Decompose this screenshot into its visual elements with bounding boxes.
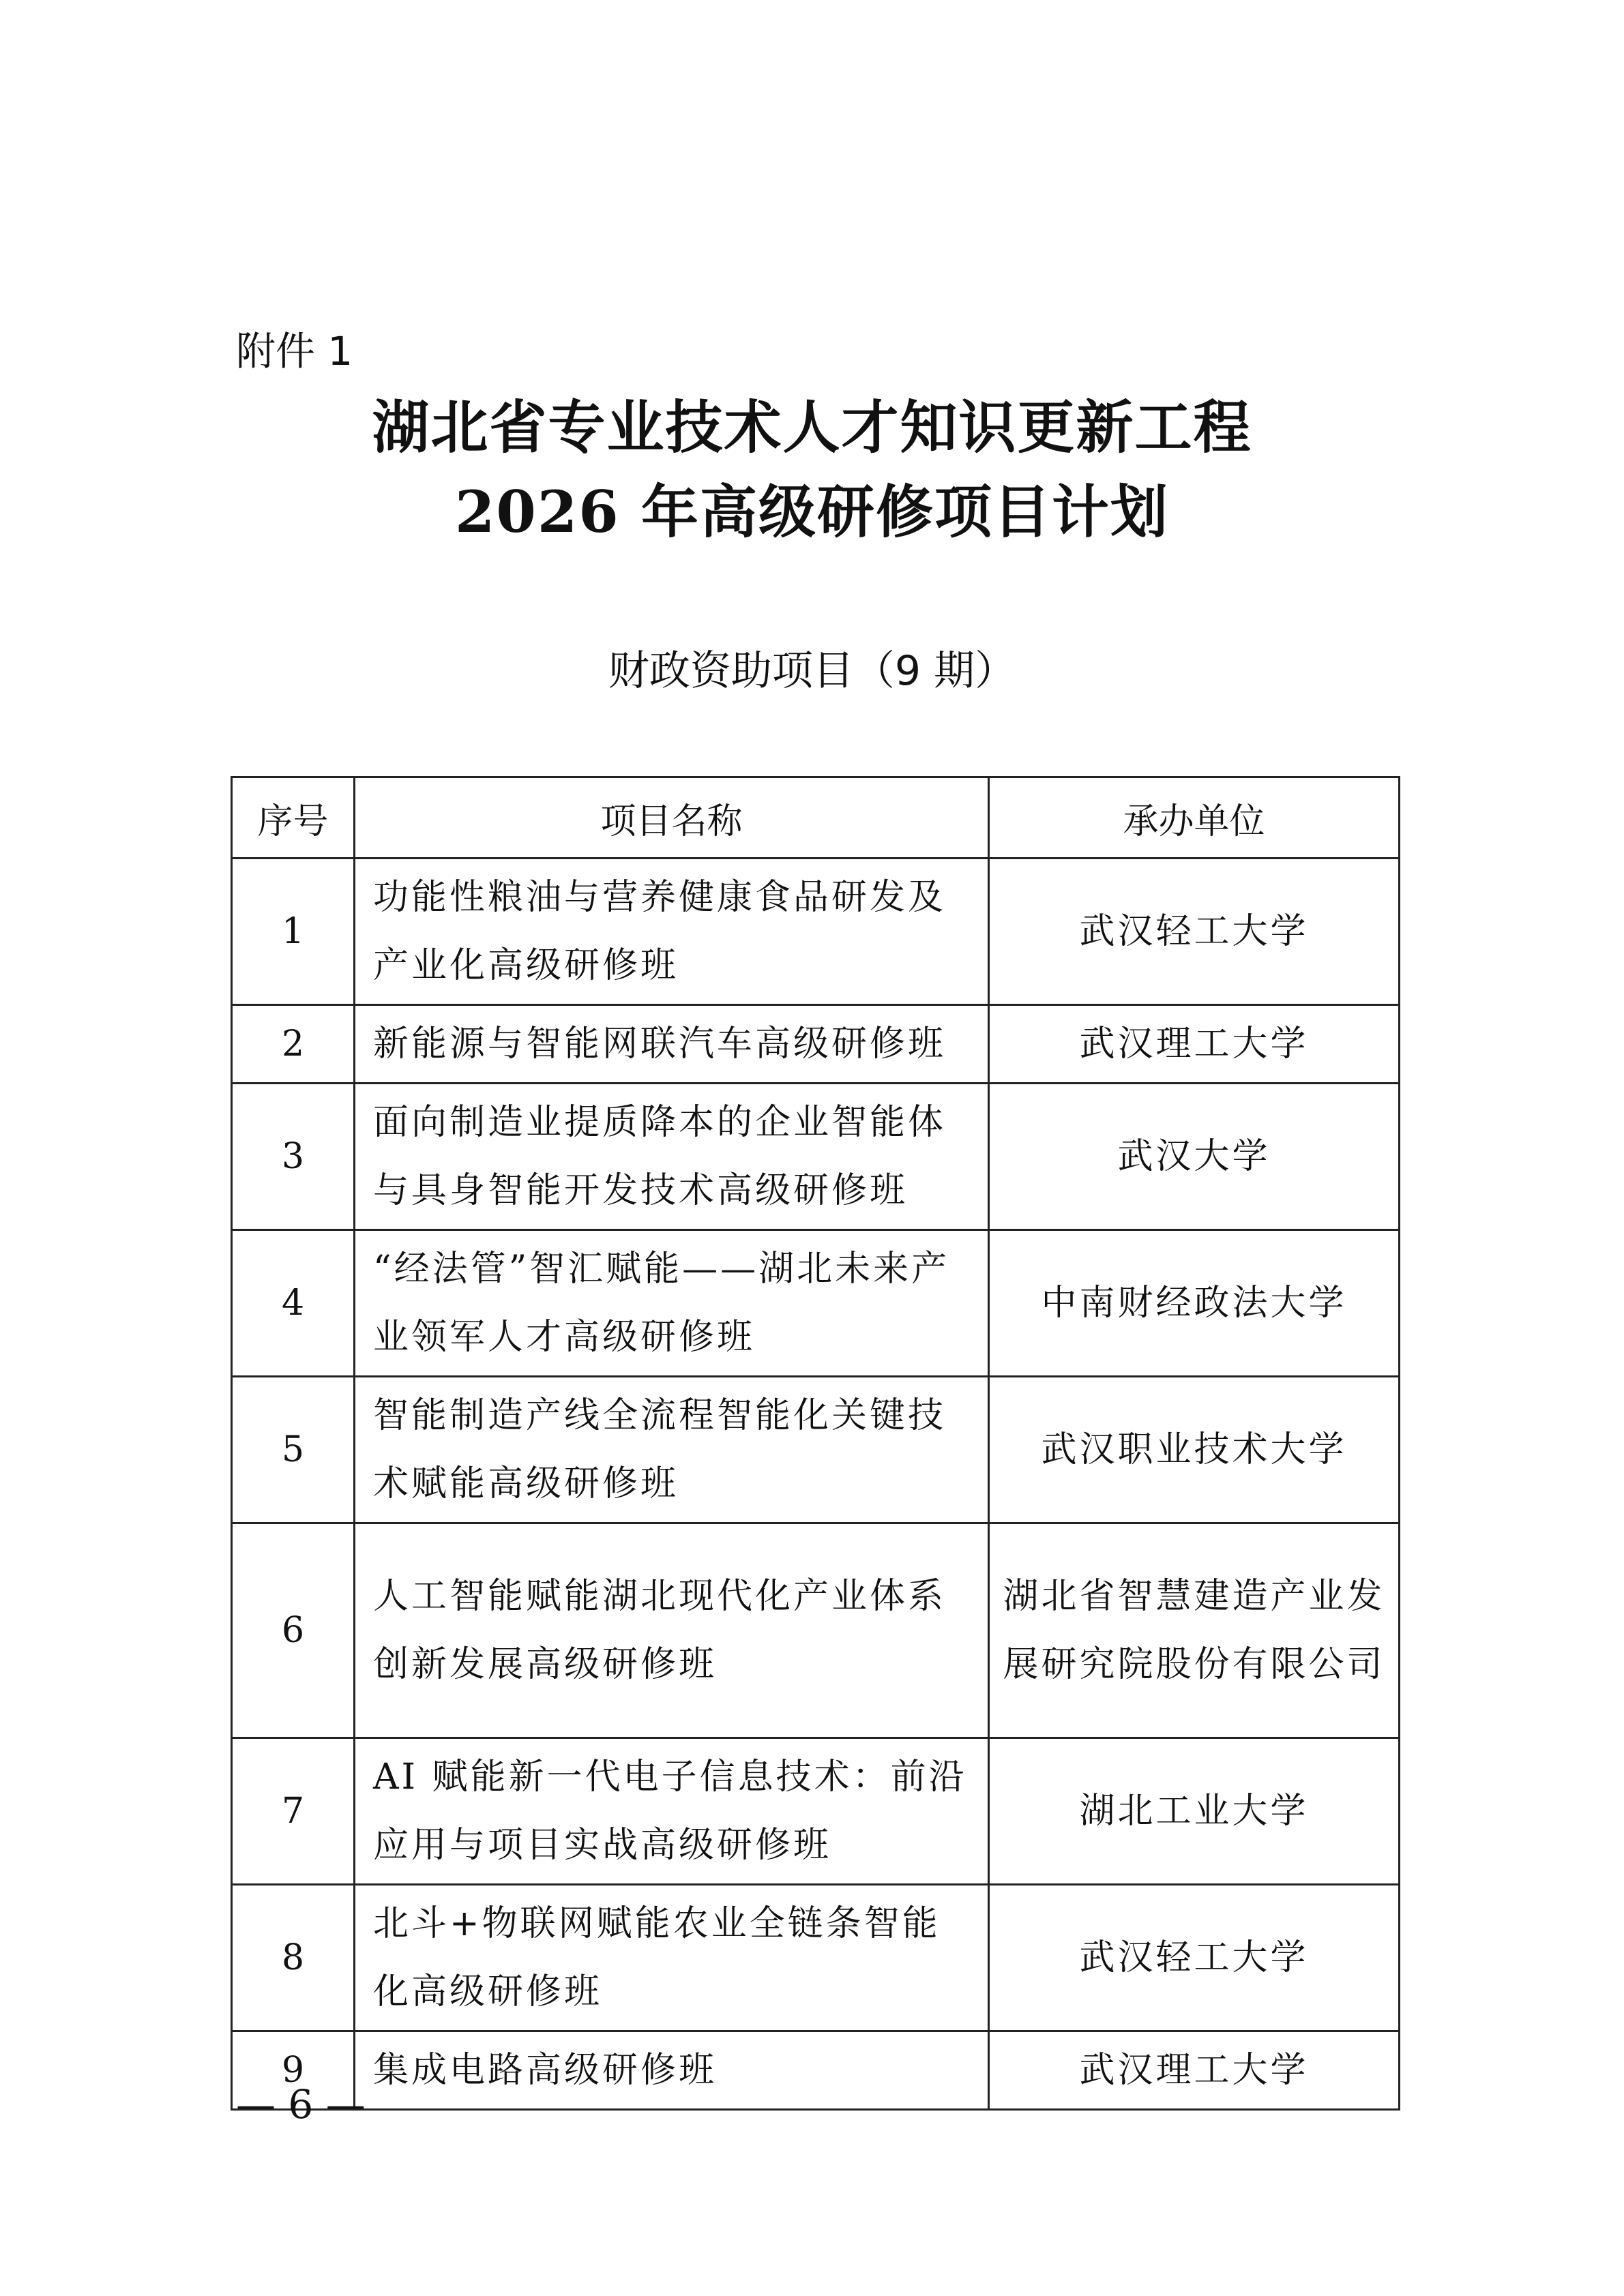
- table-row: [232, 859, 1400, 1005]
- row-serial: 2: [232, 1005, 355, 1084]
- row-project-name: 新能源与智能网联汽车高级研修班: [355, 1005, 989, 1084]
- row-project-name: AI 赋能新一代电子信息技术：前沿应用与项目实战高级研修班: [355, 1738, 989, 1885]
- row-project-name: “经法管”智汇赋能——湖北未来产业领军人才高级研修班: [355, 1230, 989, 1377]
- table-row: [232, 1230, 1400, 1377]
- table-row: [232, 1377, 1400, 1523]
- row-serial: 6: [232, 1523, 355, 1738]
- section-subtitle: 财政资助项目（9 期）: [608, 647, 1016, 695]
- page-number: — 6 —: [236, 2081, 366, 2128]
- row-serial: 1: [232, 859, 355, 1005]
- header-project-name: 项目名称: [355, 777, 989, 859]
- table-row: [232, 1738, 1400, 1885]
- row-serial: 5: [232, 1377, 355, 1523]
- header-serial: 序号: [232, 777, 355, 859]
- project-table: [231, 776, 1400, 2111]
- document-title-line-1: 湖北省专业技术人才知识更新工程: [372, 393, 1252, 461]
- row-serial: 4: [232, 1230, 355, 1377]
- row-project-name: 人工智能赋能湖北现代化产业体系创新发展高级研修班: [355, 1523, 989, 1738]
- row-organizer: 武汉理工大学: [989, 1005, 1400, 1084]
- row-organizer: 武汉轻工大学: [989, 859, 1400, 1005]
- row-serial: 7: [232, 1738, 355, 1885]
- row-organizer: 武汉职业技术大学: [989, 1377, 1400, 1523]
- table-row: [232, 1084, 1400, 1230]
- row-serial: 3: [232, 1084, 355, 1230]
- row-serial: 9: [232, 2031, 355, 2110]
- row-project-name: 功能性粮油与营养健康食品研发及产业化高级研修班: [355, 859, 989, 1005]
- table-row: [232, 1523, 1400, 1738]
- row-project-name: 面向制造业提质降本的企业智能体与具身智能开发技术高级研修班: [355, 1084, 989, 1230]
- row-project-name: 北斗+物联网赋能农业全链条智能化高级研修班: [355, 1885, 989, 2031]
- row-organizer: 武汉理工大学: [989, 2031, 1400, 2110]
- row-organizer: 湖北工业大学: [989, 1738, 1400, 1885]
- row-organizer: 武汉大学: [989, 1084, 1400, 1230]
- row-serial: 8: [232, 1885, 355, 2031]
- header-organizer: 承办单位: [989, 777, 1400, 859]
- table-row: [232, 1005, 1400, 1084]
- row-organizer: 武汉轻工大学: [989, 1885, 1400, 2031]
- attachment-label: 附件 1: [236, 328, 353, 374]
- row-project-name: 集成电路高级研修班: [355, 2031, 989, 2110]
- table-row: [232, 1885, 1400, 2031]
- table-row: [232, 2031, 1400, 2110]
- row-organizer: 中南财经政法大学: [989, 1230, 1400, 1377]
- document-title-line-2: 2026 年高级研修项目计划: [454, 478, 1170, 546]
- row-project-name: 智能制造产线全流程智能化关键技术赋能高级研修班: [355, 1377, 989, 1523]
- row-organizer: 湖北省智慧建造产业发展研究院股份有限公司: [989, 1523, 1400, 1738]
- table-header-row: [232, 777, 1400, 859]
